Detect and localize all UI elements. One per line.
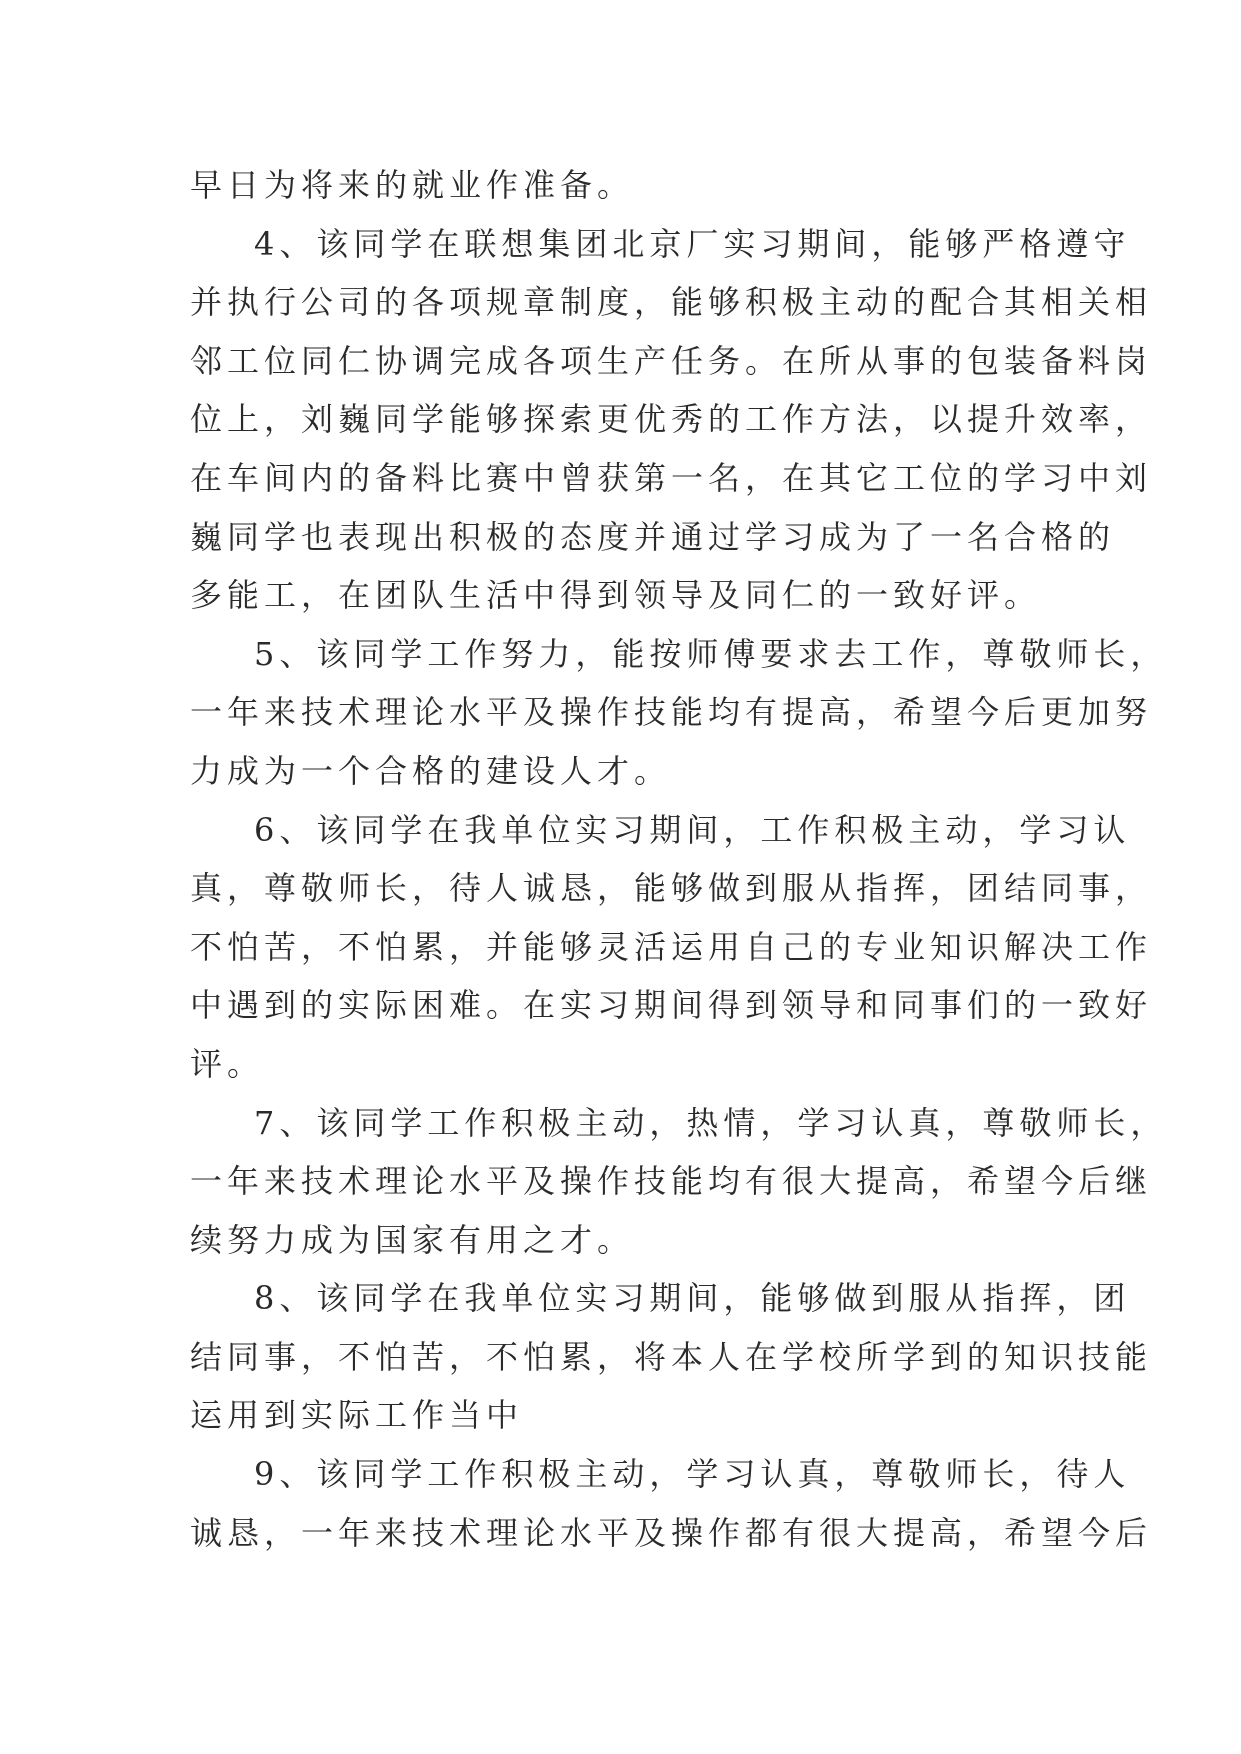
text-line: 不怕苦，不怕累，并能够灵活运用自己的专业知识解决工作 xyxy=(190,927,1153,966)
text-line: 巍同学也表现出积极的态度并通过学习成为了一名合格的 xyxy=(190,517,1116,556)
text-line: 9、该同学工作积极主动，学习认真，尊敬师长，待人 xyxy=(254,1455,1131,1494)
text-line: 邻工位同仁协调完成各项生产任务。在所从事的包装备料岗 xyxy=(190,341,1153,380)
text-line: 续努力成为国家有用之才。 xyxy=(190,1220,635,1259)
text-line: 多能工，在团队生活中得到领导及同仁的一致好评。 xyxy=(190,576,1042,615)
text-line: 一年来技术理论水平及操作技能均有很大提高，希望今后继 xyxy=(190,1162,1153,1201)
text-line: 4、该同学在联想集团北京厂实习期间，能够严格遵守 xyxy=(254,224,1131,263)
text-line: 早日为将来的就业作准备。 xyxy=(190,166,635,204)
text-line: 5、该同学工作努力，能按师傅要求去工作，尊敬师长， xyxy=(254,634,1168,673)
text-line: 6、该同学在我单位实习期间，工作积极主动，学习认 xyxy=(254,810,1131,849)
text-line: 真，尊敬师长，待人诚恳，能够做到服从指挥，团结同事， xyxy=(190,869,1153,908)
document-body xyxy=(190,156,1168,1562)
text-line: 结同事，不怕苦，不怕累，将本人在学校所学到的知识技能 xyxy=(190,1337,1153,1376)
text-line: 力成为一个合格的建设人才。 xyxy=(190,751,672,790)
text-line: 诚恳，一年来技术理论水平及操作都有很大提高，希望今后 xyxy=(190,1513,1153,1552)
text-line: 运用到实际工作当中 xyxy=(190,1396,524,1435)
text-line: 位上，刘巍同学能够探索更优秀的工作方法，以提升效率， xyxy=(190,400,1153,439)
text-line: 并执行公司的各项规章制度，能够积极主动的配合其相关相 xyxy=(190,283,1153,322)
text-line: 评。 xyxy=(190,1044,265,1083)
text-line: 一年来技术理论水平及操作技能均有提高，希望今后更加努 xyxy=(190,693,1153,732)
text-line: 8、该同学在我单位实习期间，能够做到服从指挥，团 xyxy=(254,1279,1131,1318)
text-line: 7、该同学工作积极主动，热情，学习认真，尊敬师长， xyxy=(254,1103,1168,1142)
text-line: 中遇到的实际困难。在实习期间得到领导和同事们的一致好 xyxy=(190,986,1153,1025)
text-line: 在车间内的备料比赛中曾获第一名，在其它工位的学习中刘 xyxy=(190,458,1153,497)
